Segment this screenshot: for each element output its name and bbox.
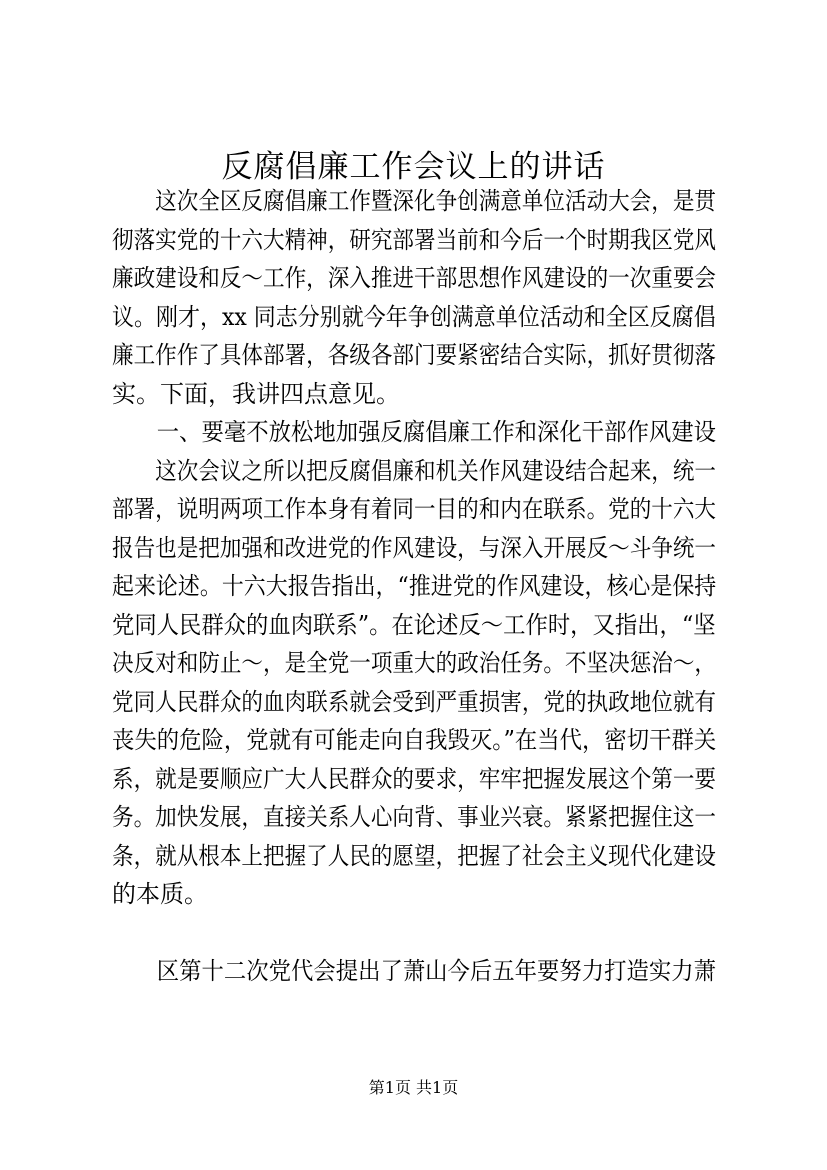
- paragraph-gap: [112, 914, 716, 953]
- body-line: 的本质。: [112, 880, 208, 908]
- body-line: 条，就从根本上把握了人民的愿望，把握了社会主义现代化建设: [112, 841, 716, 870]
- body-line: 彻落实党的十六大精神，研究部署当前和今后一个时期我区党风: [112, 225, 716, 254]
- body-line: 廉工作作了具体部署，各级各部门要紧密结合实际，抓好贯彻落: [112, 341, 716, 369]
- body-line: 务。加快发展，直接关系人心向背、事业兴衰。紧紧把握住这一: [112, 803, 716, 831]
- body-line: 廉政建设和反～工作，深入推进干部思想作风建设的一次重要会: [112, 264, 716, 292]
- section-heading: 一、要毫不放松地加强反腐倡廉工作和深化干部作风建设: [112, 418, 717, 446]
- page-footer: 第1页 共1页: [368, 1078, 459, 1097]
- body-line: 系，就是要顺应广大人民群众的要求，牢牢把握发展这个第一要: [112, 764, 716, 793]
- body-line: 起来论述。十六大报告指出，“推进党的作风建设，核心是保持: [112, 572, 717, 600]
- body-line: 决反对和防止～，是全党一项重大的政治任务。不坚决惩治～，: [112, 649, 716, 677]
- body-line: 部署，说明两项工作本身有着同一目的和内在联系。党的十六大: [112, 495, 716, 523]
- body-line: 实。下面，我讲四点意见。: [112, 379, 400, 408]
- body-line: 党同人民群众的血肉联系就会受到严重损害，党的执政地位就有: [112, 687, 716, 716]
- document-body: [112, 182, 716, 991]
- body-line: 这次全区反腐倡廉工作暨深化争创满意单位活动大会，是贯: [112, 187, 716, 215]
- body-line: 党同人民群众的血肉联系”。在论述反～工作时，又指出，“坚: [112, 610, 716, 639]
- body-line: 这次会议之所以把反腐倡廉和机关作风建设结合起来，统一: [112, 456, 716, 485]
- body-line: 丧失的危险，党就有可能走向自我毁灭。”在当代，密切干群关: [112, 726, 717, 754]
- body-line: 议。刚才，xx 同志分别就今年争创满意单位活动和全区反腐倡: [112, 302, 716, 331]
- body-line: 区第十二次党代会提出了萧山今后五年要努力打造实力萧: [112, 957, 717, 985]
- document-title: 反腐倡廉工作会议上的讲话: [221, 149, 606, 185]
- body-line: 报告也是把加强和改进党的作风建设，与深入开展反～斗争统一: [112, 533, 716, 562]
